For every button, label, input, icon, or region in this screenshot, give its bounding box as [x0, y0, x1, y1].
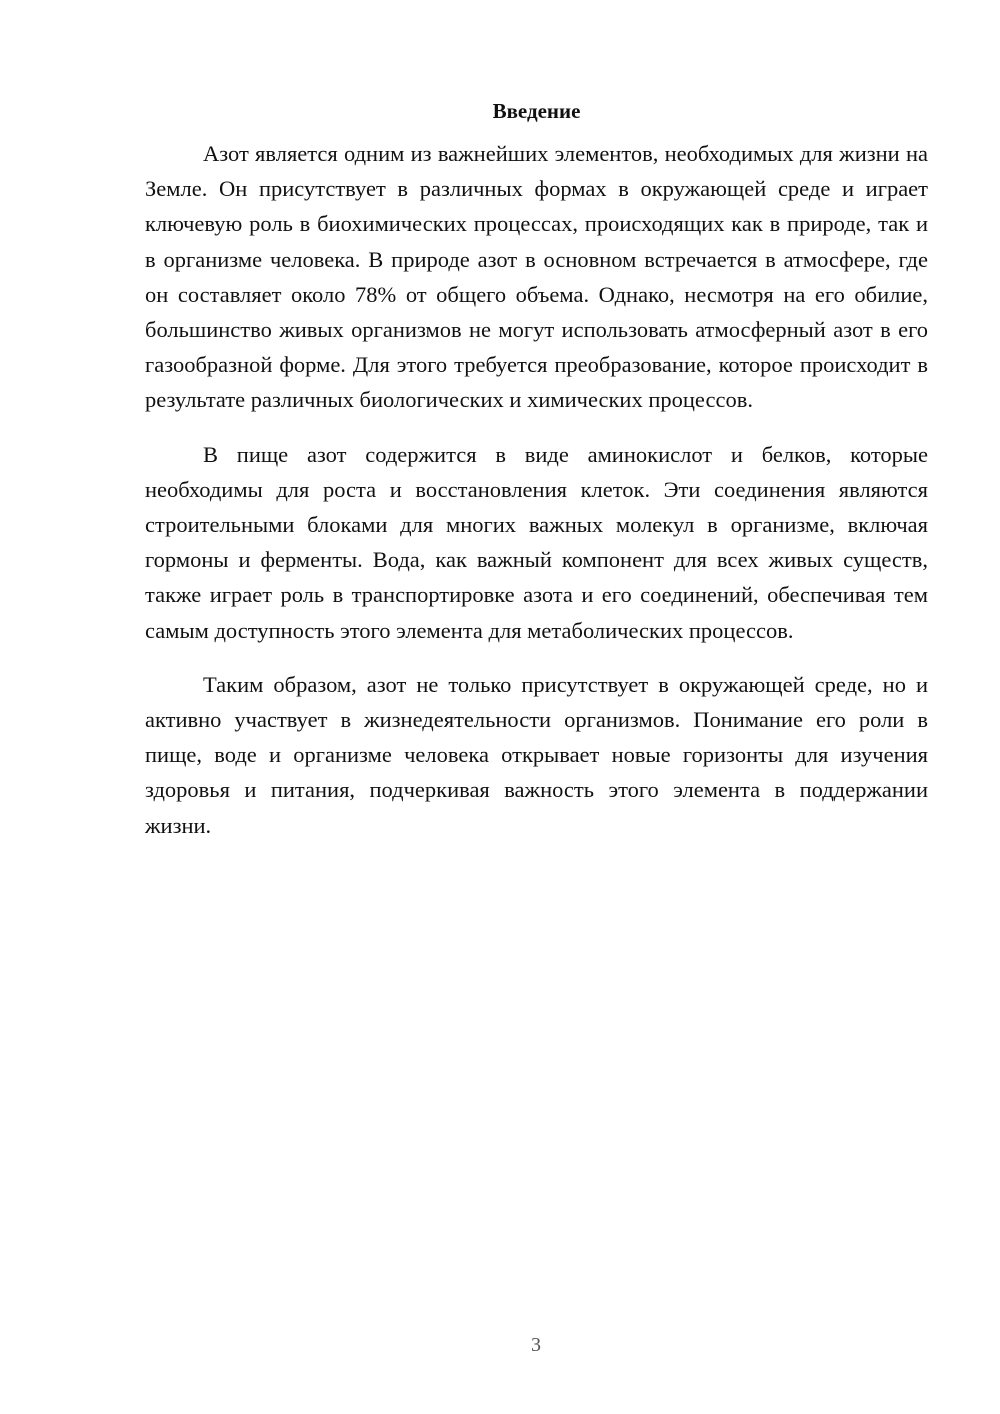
section-title: Введение — [492, 99, 581, 123]
paragraph-2: В пище азот содержится в виде аминокислот и белков, которые необходимы для роста и восстановления клеток. Эти соединения являются строительными блоками для многих важных молекул в организме, включая гормоны и ферменты. Вода, как важный компонент для всех живых существ, также играет роль в транспортировке азота и его соединений, обеспечивая тем самым доступность этого элемента для метаболических процессов. — [145, 441, 928, 643]
paragraph-1: Азот является одним из важнейших элементов, необходимых для жизни на Земле. Он присутствует в различных формах в окружающей среде и играет ключевую роль в биохимических процессах, происходящих как в природе, так и в организме человека. В природе азот в основном встречается в атмосфере, где он составляет около 78% от общего объема. Однако, несмотря на его обилие, большинство живых организмов не могут использовать атмосферный азот в его газообразной форме. Для этого требуется преобразование, которое происходит в результате различных биологических и химических процессов. — [145, 141, 928, 413]
page-content — [145, 96, 928, 862]
paragraph-3: Таким образом, азот не только присутствует в окружающей среде, но и активно участвует в жизнедеятельности организмов. Понимание его роли в пище, воде и организме человека открывает новые горизонты для изучения здоровья и питания, подчеркивая важность этого элемента в поддержании жизни. — [145, 671, 928, 838]
page-number: 3 — [531, 1334, 541, 1356]
